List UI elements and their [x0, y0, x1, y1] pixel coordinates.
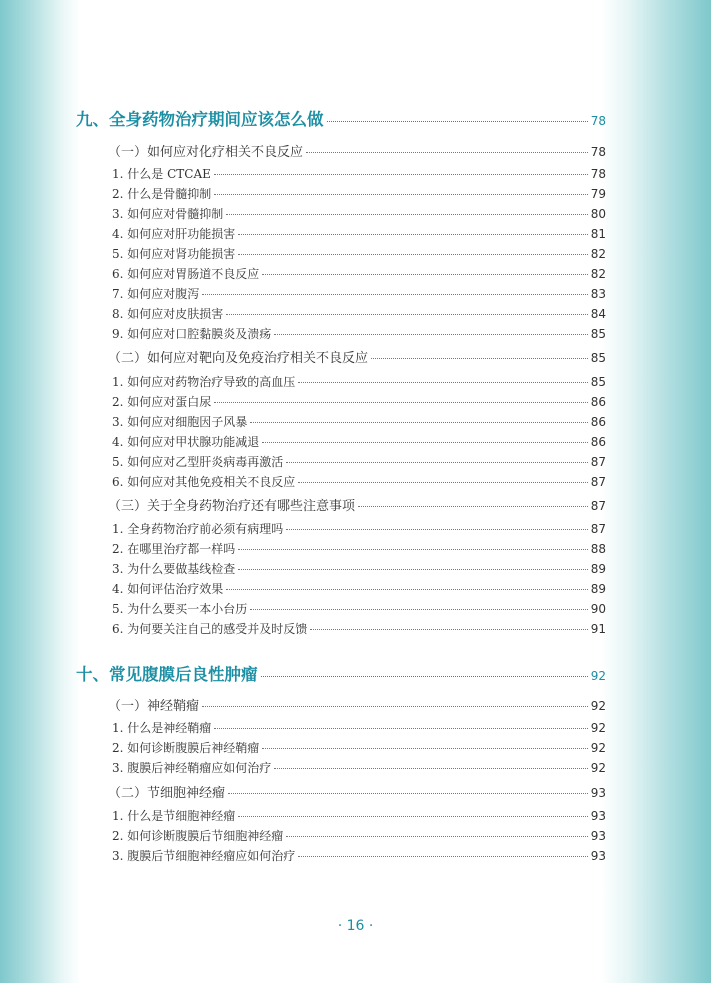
section-page-number: 92	[590, 699, 606, 713]
item-page-number: 82	[590, 267, 606, 281]
item-title: 6. 如何应对胃肠道不良反应	[112, 267, 260, 281]
item-title: 2. 如何应对蛋白尿	[112, 395, 212, 409]
item-title: 2. 如何诊断腹膜后神经鞘瘤	[112, 741, 260, 755]
toc-section[interactable]	[108, 695, 606, 714]
toc-item[interactable]	[112, 847, 606, 864]
dot-leader	[226, 214, 587, 215]
toc-item[interactable]	[112, 225, 606, 242]
toc-item[interactable]	[112, 373, 606, 390]
toc-item[interactable]	[112, 393, 606, 410]
toc-section[interactable]	[108, 141, 606, 160]
dot-leader	[286, 836, 587, 837]
item-page-number: 85	[590, 327, 606, 341]
dot-leader	[274, 334, 587, 335]
toc-item[interactable]	[112, 580, 606, 597]
dot-leader	[262, 748, 587, 749]
toc-item[interactable]	[112, 325, 606, 342]
item-page-number: 91	[590, 622, 606, 636]
chapter-page-number: 92	[590, 669, 606, 683]
dot-leader	[228, 793, 588, 794]
section-title: （一）神经鞘瘤	[108, 699, 200, 714]
item-title: 2. 在哪里治疗都一样吗	[112, 542, 236, 556]
item-page-number: 82	[590, 247, 606, 261]
dot-leader	[327, 121, 588, 122]
item-title: 7. 如何应对腹泻	[112, 287, 200, 301]
section-title: （三）关于全身药物治疗还有哪些注意事项	[108, 499, 356, 514]
toc-section[interactable]	[108, 782, 606, 801]
dot-leader	[310, 629, 587, 630]
toc-item[interactable]	[112, 413, 606, 430]
dot-leader	[238, 254, 587, 255]
toc-item[interactable]	[112, 473, 606, 490]
section-title: （二）节细胞神经瘤	[108, 786, 226, 801]
dot-leader	[298, 856, 587, 857]
toc-item[interactable]	[112, 305, 606, 322]
dot-leader	[298, 482, 587, 483]
item-title: 3. 腹膜后神经鞘瘤应如何治疗	[112, 761, 272, 775]
item-page-number: 86	[590, 415, 606, 429]
dot-leader	[238, 569, 587, 570]
dot-leader	[214, 174, 588, 175]
toc-item[interactable]	[112, 520, 606, 537]
dot-leader	[298, 382, 587, 383]
toc-item[interactable]	[112, 560, 606, 577]
item-title: 1. 如何应对药物治疗导致的高血压	[112, 375, 296, 389]
toc-item[interactable]	[112, 719, 606, 736]
toc-section[interactable]	[108, 347, 606, 366]
toc-item[interactable]	[112, 600, 606, 617]
item-title: 3. 腹膜后节细胞神经瘤应如何治疗	[112, 849, 296, 863]
item-title: 4. 如何应对甲状腺功能减退	[112, 435, 260, 449]
item-title: 4. 如何评估治疗效果	[112, 582, 224, 596]
toc-item[interactable]	[112, 185, 606, 202]
dot-leader	[214, 728, 587, 729]
item-page-number: 90	[590, 602, 606, 616]
item-page-number: 84	[590, 307, 606, 321]
dot-leader	[238, 234, 587, 235]
toc-item[interactable]	[112, 827, 606, 844]
item-page-number: 87	[590, 522, 606, 536]
toc-item[interactable]	[112, 620, 606, 637]
dot-leader	[250, 422, 587, 423]
item-page-number: 78	[590, 167, 606, 181]
item-title: 3. 为什么要做基线检查	[112, 562, 236, 576]
toc-item[interactable]	[112, 285, 606, 302]
dot-leader	[371, 358, 588, 359]
item-page-number: 92	[590, 741, 606, 755]
item-title: 9. 如何应对口腔黏膜炎及溃疡	[112, 327, 272, 341]
dot-leader	[261, 676, 588, 677]
item-title: 8. 如何应对皮肤损害	[112, 307, 224, 321]
dot-leader	[262, 442, 587, 443]
item-page-number: 87	[590, 455, 606, 469]
toc-item[interactable]	[112, 739, 606, 756]
toc-item[interactable]	[112, 453, 606, 470]
page-number: · 16 ·	[337, 918, 374, 934]
item-page-number: 85	[590, 375, 606, 389]
dot-leader	[358, 506, 588, 507]
item-title: 1. 全身药物治疗前必须有病理吗	[112, 522, 284, 536]
item-page-number: 93	[590, 809, 606, 823]
item-title: 6. 为何要关注自己的感受并及时反馈	[112, 622, 308, 636]
chapter-title: 十、常见腹膜后良性肿瘤	[76, 665, 258, 684]
dot-leader	[306, 152, 588, 153]
item-title: 2. 什么是骨髓抑制	[112, 187, 212, 201]
item-page-number: 86	[590, 395, 606, 409]
item-page-number: 92	[590, 761, 606, 775]
dot-leader	[286, 529, 587, 530]
item-page-number: 80	[590, 207, 606, 221]
dot-leader	[202, 706, 588, 707]
item-page-number: 81	[590, 227, 606, 241]
item-title: 6. 如何应对其他免疫相关不良反应	[112, 475, 296, 489]
dot-leader	[226, 589, 587, 590]
toc-item[interactable]	[112, 205, 606, 222]
dot-leader	[262, 274, 587, 275]
item-page-number: 89	[590, 582, 606, 596]
toc-section[interactable]	[108, 495, 606, 514]
item-page-number: 79	[590, 187, 606, 201]
chapter-page-number: 78	[590, 114, 606, 128]
item-title: 2. 如何诊断腹膜后节细胞神经瘤	[112, 829, 284, 843]
item-title: 5. 如何应对肾功能损害	[112, 247, 236, 261]
chapter-title: 九、全身药物治疗期间应该怎么做	[76, 110, 324, 129]
section-title: （二）如何应对靶向及免疫治疗相关不良反应	[108, 351, 369, 366]
dot-leader	[214, 194, 587, 195]
dot-leader	[238, 549, 587, 550]
item-page-number: 86	[590, 435, 606, 449]
section-page-number: 93	[590, 786, 606, 800]
item-title: 4. 如何应对肝功能损害	[112, 227, 236, 241]
toc-item[interactable]	[112, 245, 606, 262]
toc-chapter-10[interactable]	[76, 661, 606, 685]
item-page-number: 88	[590, 542, 606, 556]
toc-item[interactable]	[112, 759, 606, 776]
dot-leader	[250, 609, 587, 610]
toc-item[interactable]	[112, 433, 606, 450]
toc-item[interactable]	[112, 807, 606, 824]
dot-leader	[238, 816, 587, 817]
item-title: 5. 为什么要买一本小台历	[112, 602, 248, 616]
item-page-number: 89	[590, 562, 606, 576]
section-page-number: 87	[590, 499, 606, 513]
item-title: 3. 如何应对细胞因子风暴	[112, 415, 248, 429]
dot-leader	[226, 314, 587, 315]
item-page-number: 93	[590, 849, 606, 863]
item-title: 1. 什么是 CTCAE	[112, 167, 211, 181]
dot-leader	[286, 462, 587, 463]
item-page-number: 83	[590, 287, 606, 301]
toc-chapter-9[interactable]	[76, 106, 606, 130]
item-page-number: 87	[590, 475, 606, 489]
dot-leader	[214, 402, 587, 403]
item-title: 1. 什么是神经鞘瘤	[112, 721, 212, 735]
section-title: （一）如何应对化疗相关不良反应	[108, 145, 304, 160]
toc-item[interactable]	[112, 540, 606, 557]
item-title: 5. 如何应对乙型肝炎病毒再激活	[112, 455, 284, 469]
item-title: 1. 什么是节细胞神经瘤	[112, 809, 236, 823]
item-title: 3. 如何应对骨髓抑制	[112, 207, 224, 221]
toc-item[interactable]	[112, 165, 606, 182]
section-page-number: 78	[590, 145, 606, 159]
dot-leader	[274, 768, 587, 769]
dot-leader	[202, 294, 587, 295]
item-page-number: 93	[590, 829, 606, 843]
item-page-number: 92	[590, 721, 606, 735]
toc-item[interactable]	[112, 265, 606, 282]
section-page-number: 85	[590, 351, 606, 365]
